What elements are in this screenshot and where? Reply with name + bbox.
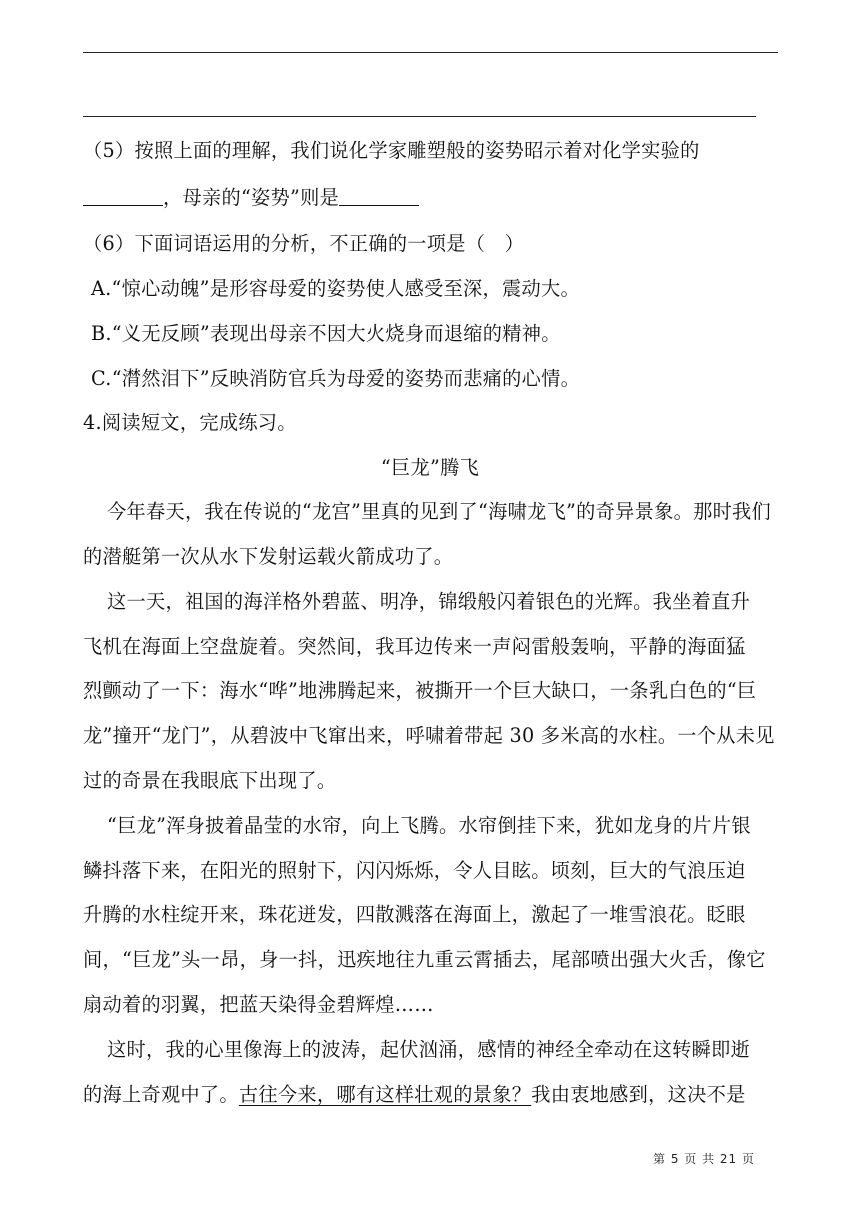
passage-line: 飞机在海面上空盘旋着。突然间，我耳边传来一声闷雷般轰响，平静的海面猛 bbox=[83, 635, 746, 658]
last-line-end: 我由衷地感到，这决不是 bbox=[531, 1083, 746, 1106]
last-line-start: 的海上奇观中了。 bbox=[83, 1083, 239, 1106]
passage-line: 龙”撞开“龙门”，从碧波中飞窜出来，呼啸着带起 30 多米高的水柱。一个从未见 bbox=[83, 724, 775, 747]
passage-line: 过的奇景在我眼底下出现了。 bbox=[83, 769, 337, 792]
q4-intro: 4.阅读短文，完成练习。 bbox=[83, 411, 297, 434]
answer-blank-2[interactable] bbox=[339, 187, 419, 206]
q5-line-2-text: ，母亲的“姿势”则是 bbox=[163, 186, 340, 209]
q5-line-2 bbox=[83, 186, 419, 210]
passage-line: 烈颤动了一下：海水“哗”地沸腾起来，被撕开一个巨大缺口，一条乳白色的“巨 bbox=[83, 679, 757, 702]
q5-line-1: （5）按照上面的理解，我们说化学家雕塑般的姿势昭示着对化学实验的 bbox=[83, 139, 700, 162]
q6-option-a[interactable]: A.“惊心动魄”是形容母爱的姿势使人感受至深，震动大。 bbox=[91, 277, 580, 300]
answer-line-2 bbox=[83, 116, 756, 117]
passage-line: 鳞抖落下来，在阳光的照射下，闪闪烁烁，令人目眩。顷刻，巨大的气浪压迫 bbox=[83, 859, 746, 882]
passage-line: 升腾的水柱绽开来，珠花迸发，四散溅落在海面上，激起了一堆雪浪花。眨眼 bbox=[83, 903, 746, 926]
passage-title: “巨龙”腾飞 bbox=[380, 456, 480, 479]
q6-option-b[interactable]: B.“义无反顾”表现出母亲不因大火烧身而退缩的精神。 bbox=[91, 322, 561, 345]
passage-line: 这一天，祖国的海洋格外碧蓝、明净，锦缎般闪着银色的光辉。我坐着直升 bbox=[107, 590, 751, 613]
page-number: 第 5 页 共 21 页 bbox=[653, 1152, 755, 1166]
passage-line: 扇动着的羽翼，把蓝天染得金碧辉煌…… bbox=[83, 993, 434, 1016]
passage-line: 间，“巨龙”头一昂，身一抖，迅疾地往九重云霄插去，尾部喷出强大火舌，像它 bbox=[83, 948, 766, 971]
underlined-sentence: 古往今来，哪有这样壮观的景象？ bbox=[238, 1083, 532, 1106]
passage-line: “巨龙”浑身披着晶莹的水帘，向上飞腾。水帘倒挂下来，犹如龙身的片片银 bbox=[107, 814, 751, 837]
passage-line: 这时，我的心里像海上的波涛，起伏汹涌，感情的神经全牵动在这转瞬即逝 bbox=[107, 1038, 751, 1061]
passage-last-line bbox=[83, 1083, 746, 1107]
q6-option-c[interactable]: C.“潸然泪下”反映消防官兵为母爱的姿势而悲痛的心情。 bbox=[91, 367, 581, 390]
passage-line: 的潜艇第一次从水下发射运载火箭成功了。 bbox=[83, 545, 454, 568]
answer-line-1 bbox=[83, 52, 778, 53]
passage-line: 今年春天，我在传说的“龙宫”里真的见到了“海啸龙飞”的奇异景象。那时我们 bbox=[107, 500, 772, 523]
q6-stem: （6）下面词语运用的分析，不正确的一项是（ ） bbox=[83, 232, 525, 255]
answer-blank-1[interactable] bbox=[83, 187, 163, 206]
